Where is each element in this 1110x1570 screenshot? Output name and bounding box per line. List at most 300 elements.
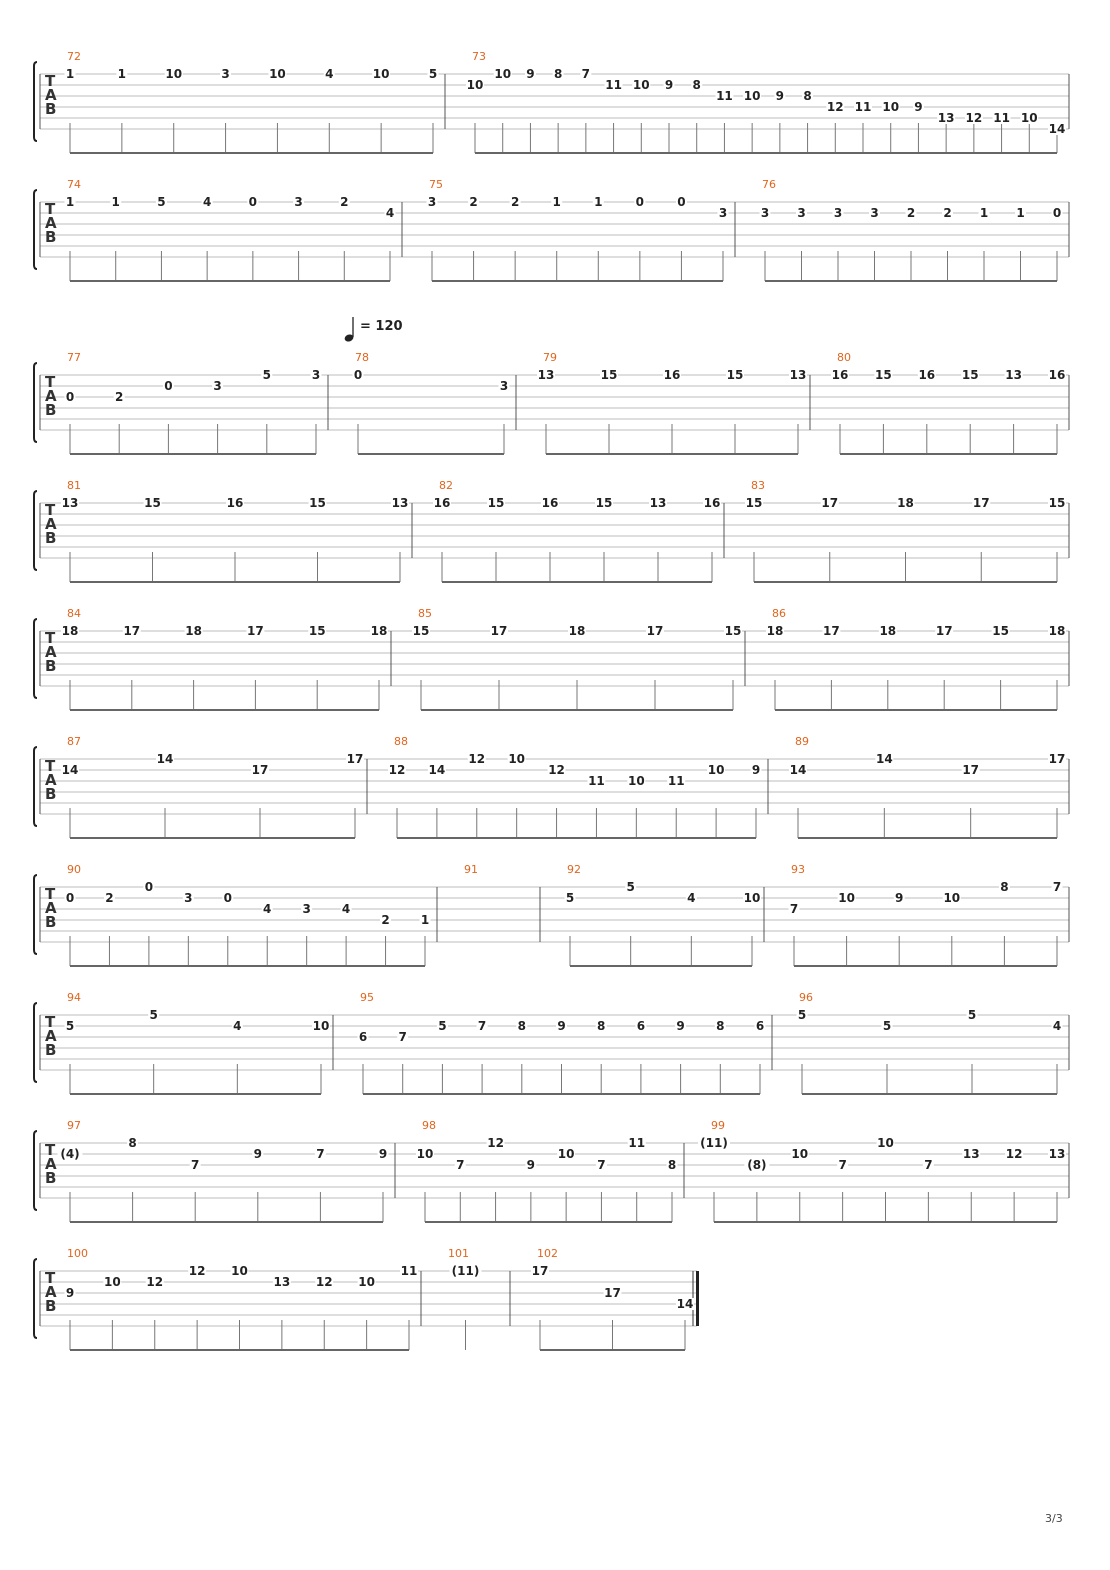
fret-number: 10 [466, 78, 484, 92]
bar-91 [464, 863, 478, 876]
fret-number: 7 [838, 1158, 847, 1172]
fret-number: 10 [882, 100, 900, 114]
fret-number: 16 [541, 496, 559, 510]
fret-number: 7 [924, 1158, 933, 1172]
bar-number: 78 [355, 351, 369, 364]
fret-number: 15 [726, 368, 744, 382]
fret-number: 15 [144, 496, 161, 510]
fret-number: 7 [581, 67, 591, 81]
fret-number: 3 [427, 195, 437, 209]
tab-clef-letter: A [45, 771, 57, 789]
fret-number: 8 [803, 89, 812, 103]
tab-clef-letter: A [45, 643, 57, 661]
tab-clef-letter: A [45, 899, 57, 917]
bar-86 [766, 607, 1066, 710]
fret-number: 12 [826, 100, 844, 114]
fret-number: 12 [468, 752, 486, 766]
bar-number: 97 [67, 1119, 81, 1132]
fret-number: 18 [568, 624, 586, 638]
fret-number: 13 [1048, 1147, 1066, 1161]
fret-number: 15 [875, 368, 892, 382]
fret-number: 12 [388, 763, 406, 777]
tab-clef-letter: B [45, 1169, 57, 1187]
tab-clef-letter: T [45, 1141, 56, 1159]
tab-clef-letter: B [45, 913, 57, 931]
fret-number: 14 [676, 1297, 694, 1311]
fret-number: 10 [791, 1147, 809, 1161]
fret-number: 17 [935, 624, 953, 638]
tab-clef-letter: T [45, 1013, 56, 1031]
bar-number: 76 [762, 178, 776, 191]
fret-number: 13 [273, 1275, 291, 1289]
fret-number: 17 [531, 1264, 549, 1278]
fret-number: 5 [157, 195, 166, 209]
tab-clef-letter: A [45, 1283, 57, 1301]
bar-number: 73 [472, 50, 486, 63]
bar-number: 101 [448, 1247, 469, 1260]
fret-number: 15 [309, 496, 326, 510]
bar-77 [65, 351, 322, 454]
bar-85 [412, 607, 742, 710]
tab-clef-letter: B [45, 401, 57, 419]
fret-number: 10 [838, 891, 855, 905]
fret-number: 5 [882, 1019, 892, 1033]
fret-number: 17 [490, 624, 508, 638]
bar-number: 99 [711, 1119, 725, 1132]
fret-number: (4) [60, 1147, 80, 1161]
system-3 [34, 351, 1069, 454]
fret-number: 0 [353, 368, 363, 382]
fret-number: 15 [487, 496, 505, 510]
fret-number: 7 [597, 1158, 606, 1172]
fret-number: 13 [1005, 368, 1022, 382]
fret-number: 1 [111, 195, 120, 209]
bar-76 [760, 178, 1063, 281]
bar-number: 93 [791, 863, 805, 876]
bar-78 [353, 351, 510, 454]
fret-number: 18 [185, 624, 202, 638]
bar-82 [433, 479, 721, 582]
tab-clef-letter: T [45, 1269, 56, 1287]
fret-number: (11) [451, 1264, 480, 1278]
fret-number: 15 [600, 368, 618, 382]
fret-number: 10 [627, 774, 645, 788]
fret-number: 0 [223, 891, 232, 905]
fret-number: 17 [247, 624, 264, 638]
fret-number: 5 [797, 1008, 807, 1022]
fret-number: 9 [751, 763, 761, 777]
bar-90 [65, 863, 431, 966]
fret-number: 11 [605, 78, 622, 92]
fret-number: 0 [635, 195, 645, 209]
fret-number: 11 [628, 1136, 646, 1150]
bar-75 [427, 178, 729, 281]
tab-clef-letter: A [45, 515, 57, 533]
system-8 [34, 991, 1069, 1094]
fret-number: 13 [537, 368, 555, 382]
bar-89 [789, 735, 1066, 838]
fret-number: 4 [385, 206, 395, 220]
fret-number: 5 [967, 1008, 977, 1022]
bar-number: 85 [418, 607, 432, 620]
fret-number: 14 [61, 763, 79, 777]
fret-number: 10 [494, 67, 512, 81]
fret-number: 6 [755, 1019, 765, 1033]
fret-number: 0 [144, 880, 154, 894]
tab-clef-letter: T [45, 757, 56, 775]
fret-number: 13 [61, 496, 79, 510]
fret-number: 1 [117, 67, 127, 81]
fret-number: 11 [716, 89, 733, 103]
bar-number: 82 [439, 479, 453, 492]
bar-number: 81 [67, 479, 81, 492]
fret-number: 10 [943, 891, 961, 905]
fret-number: 0 [1052, 206, 1062, 220]
bar-number: 98 [422, 1119, 436, 1132]
fret-number: 1 [979, 206, 989, 220]
fret-number: 3 [311, 368, 321, 382]
fret-number: 9 [253, 1147, 262, 1161]
fret-number: 15 [992, 624, 1009, 638]
fret-number: 12 [965, 111, 983, 125]
fret-number: 12 [146, 1275, 164, 1289]
bar-72 [65, 50, 439, 153]
fret-number: 15 [724, 624, 742, 638]
tab-clef-letter: T [45, 200, 56, 218]
fret-number: 8 [692, 78, 701, 92]
bar-number: 84 [67, 607, 81, 620]
fret-number: 10 [416, 1147, 434, 1161]
tab-clef-letter: T [45, 501, 56, 519]
bar-number: 91 [464, 863, 478, 876]
bar-100 [65, 1247, 419, 1350]
bar-number: 92 [567, 863, 581, 876]
fret-number: 5 [262, 368, 271, 382]
fret-number: 17 [1048, 752, 1066, 766]
tab-clef-letter: A [45, 1027, 57, 1045]
fret-number: 17 [251, 763, 269, 777]
fret-number: 15 [595, 496, 613, 510]
system-bracket [34, 1131, 37, 1210]
fret-number: 12 [188, 1264, 206, 1278]
fret-number: 14 [875, 752, 893, 766]
bar-102 [531, 1247, 694, 1350]
bar-84 [61, 607, 388, 710]
fret-number: 3 [184, 891, 193, 905]
fret-number: 15 [1048, 496, 1066, 510]
system-bracket [34, 190, 37, 269]
fret-number: 8 [716, 1019, 725, 1033]
fret-number: 14 [156, 752, 174, 766]
fret-number: 4 [1052, 1019, 1062, 1033]
fret-number: 10 [508, 752, 526, 766]
bar-number: 94 [67, 991, 81, 1004]
tab-clef-letter: A [45, 86, 57, 104]
fret-number: 17 [604, 1286, 621, 1300]
fret-number: (8) [747, 1158, 767, 1172]
fret-number: 4 [233, 1019, 242, 1033]
fret-number: 9 [378, 1147, 388, 1161]
fret-number: 2 [906, 206, 916, 220]
fret-number: 0 [65, 390, 75, 404]
bar-93 [789, 863, 1063, 966]
fret-number: 16 [1048, 368, 1066, 382]
bar-92 [565, 863, 762, 966]
fret-number: 0 [248, 195, 258, 209]
fret-number: 10 [358, 1275, 375, 1289]
bar-number: 95 [360, 991, 374, 1004]
page-number: 3/3 [1045, 1512, 1063, 1525]
tab-clef-letter: T [45, 72, 56, 90]
bar-number: 88 [394, 735, 408, 748]
fret-number: 0 [164, 379, 173, 393]
fret-number: 15 [745, 496, 763, 510]
fret-number: 9 [914, 100, 923, 114]
bar-98 [416, 1119, 678, 1222]
bar-number: 79 [543, 351, 557, 364]
fret-number: 7 [316, 1147, 325, 1161]
tab-clef-letter: T [45, 373, 56, 391]
bar-number: 89 [795, 735, 809, 748]
tab-clef-letter: A [45, 214, 57, 232]
bar-96 [797, 991, 1063, 1094]
fret-number: 7 [1052, 880, 1062, 894]
fret-number: 3 [760, 206, 770, 220]
fret-number: 10 [557, 1147, 575, 1161]
fret-number: 14 [428, 763, 446, 777]
fret-number: 17 [346, 752, 364, 766]
fret-number: 1 [594, 195, 603, 209]
fret-number: 7 [477, 1019, 487, 1033]
fret-number: 10 [632, 78, 650, 92]
fret-number: 12 [487, 1136, 504, 1150]
fret-number: 16 [663, 368, 681, 382]
fret-number: 9 [526, 1158, 536, 1172]
tab-clef-letter: B [45, 1297, 57, 1315]
fret-number: 3 [833, 206, 843, 220]
fret-number: 1 [1016, 206, 1025, 220]
fret-number: 4 [263, 902, 272, 916]
fret-number: 16 [226, 496, 244, 510]
fret-number: 4 [325, 67, 334, 81]
fret-number: 3 [302, 902, 311, 916]
fret-number: 3 [718, 206, 728, 220]
fret-number: 12 [548, 763, 565, 777]
fret-number: 15 [961, 368, 979, 382]
fret-number: 2 [943, 206, 952, 220]
tab-clef-letter: B [45, 529, 57, 547]
fret-number: 6 [358, 1030, 368, 1044]
fret-number: 3 [797, 206, 806, 220]
fret-number: 10 [312, 1019, 330, 1033]
bar-88 [388, 735, 762, 838]
system-bracket [34, 747, 37, 826]
bar-73 [466, 50, 1066, 153]
fret-number: 7 [191, 1158, 200, 1172]
fret-number: 1 [65, 67, 75, 81]
fret-number: 10 [743, 89, 761, 103]
bar-number: 102 [537, 1247, 558, 1260]
fret-number: 5 [565, 891, 575, 905]
tab-clef-letter: A [45, 387, 57, 405]
fret-number: 5 [626, 880, 635, 894]
fret-number: 0 [65, 891, 75, 905]
bar-number: 96 [799, 991, 813, 1004]
fret-number: 4 [202, 195, 212, 209]
fret-number: 16 [831, 368, 849, 382]
fret-number: 9 [775, 89, 785, 103]
system-bracket [34, 363, 37, 442]
fret-number: 5 [438, 1019, 447, 1033]
bar-number: 75 [429, 178, 443, 191]
tab-clef-letter: T [45, 629, 56, 647]
fret-number: 7 [789, 902, 799, 916]
fret-number: 8 [553, 67, 563, 81]
fret-number: 17 [962, 763, 980, 777]
fret-number: 7 [398, 1030, 407, 1044]
bar-95 [358, 991, 766, 1094]
systems-layer [34, 50, 1069, 1350]
fret-number: 9 [895, 891, 904, 905]
fret-number: 10 [165, 67, 183, 81]
system-bracket [34, 62, 37, 141]
fret-number: 8 [1000, 880, 1009, 894]
fret-number: 14 [789, 763, 807, 777]
tab-clef-letter: B [45, 785, 57, 803]
fret-number: 5 [428, 67, 438, 81]
fret-number: 17 [972, 496, 990, 510]
system-bracket [34, 875, 37, 954]
bar-81 [61, 479, 409, 582]
fret-number: 17 [821, 496, 839, 510]
bar-101 [448, 1247, 482, 1350]
system-1 [34, 50, 1069, 153]
fret-number: 10 [231, 1264, 248, 1278]
bar-99 [698, 1119, 1066, 1222]
bar-number: 87 [67, 735, 81, 748]
tempo-marking [344, 317, 403, 343]
fret-number: 13 [937, 111, 955, 125]
fret-number: 14 [1048, 122, 1066, 136]
bar-79 [537, 351, 807, 454]
fret-number: 18 [879, 624, 897, 638]
quarter-note-icon [344, 317, 355, 343]
bar-number: 77 [67, 351, 81, 364]
fret-number: 2 [510, 195, 520, 209]
fret-number: 12 [1005, 1147, 1023, 1161]
fret-number: 16 [703, 496, 721, 510]
fret-number: 2 [469, 195, 478, 209]
fret-number: 15 [308, 624, 326, 638]
fret-number: 18 [1048, 624, 1066, 638]
fret-number: 4 [687, 891, 696, 905]
fret-number: 3 [213, 379, 222, 393]
fret-number: 3 [221, 67, 230, 81]
tab-clef-letter: T [45, 885, 56, 903]
fret-number: 2 [340, 195, 349, 209]
bar-number: 90 [67, 863, 81, 876]
fret-number: 9 [676, 1019, 685, 1033]
bar-number: 72 [67, 50, 81, 63]
fret-number: 16 [918, 368, 936, 382]
fret-number: 11 [400, 1264, 418, 1278]
fret-number: 3 [294, 195, 303, 209]
bar-number: 100 [67, 1247, 88, 1260]
fret-number: 10 [707, 763, 725, 777]
fret-number: 1 [420, 913, 430, 927]
fret-number: 8 [597, 1019, 606, 1033]
fret-number: 11 [667, 774, 685, 788]
fret-number: 9 [526, 67, 535, 81]
bar-97 [58, 1119, 389, 1222]
fret-number: 13 [962, 1147, 980, 1161]
fret-number: 11 [993, 111, 1010, 125]
fret-number: 7 [456, 1158, 465, 1172]
bar-number: 83 [751, 479, 765, 492]
system-5 [34, 607, 1069, 710]
bar-87 [61, 735, 364, 838]
fret-number: 13 [789, 368, 807, 382]
tab-clef-letter: B [45, 657, 57, 675]
system-bracket [34, 619, 37, 698]
fret-number: 3 [870, 206, 879, 220]
fret-number: 2 [105, 891, 114, 905]
bar-83 [745, 479, 1066, 582]
fret-number: 12 [315, 1275, 333, 1289]
tab-clef-letter: B [45, 1041, 57, 1059]
fret-number: 3 [499, 379, 509, 393]
system-2 [34, 178, 1069, 281]
system-bracket [34, 1003, 37, 1082]
fret-number: (11) [700, 1136, 728, 1150]
fret-number: 18 [766, 624, 784, 638]
fret-number: 13 [391, 496, 409, 510]
system-bracket [34, 491, 37, 570]
system-bracket [34, 1259, 37, 1338]
fret-number: 10 [269, 67, 286, 81]
fret-number: 8 [517, 1019, 526, 1033]
bar-74 [65, 178, 396, 281]
fret-number: 11 [854, 100, 872, 114]
fret-number: 9 [664, 78, 674, 92]
fret-number: 5 [149, 1008, 158, 1022]
bar-80 [831, 351, 1066, 454]
fret-number: 10 [877, 1136, 894, 1150]
final-bar-thick [696, 1271, 699, 1326]
system-7 [34, 863, 1069, 966]
fret-number: 17 [823, 624, 840, 638]
fret-number: 10 [372, 67, 390, 81]
bar-number: 74 [67, 178, 81, 191]
fret-number: 18 [61, 624, 79, 638]
fret-number: 17 [123, 624, 141, 638]
fret-number: 10 [1020, 111, 1038, 125]
fret-number: 0 [677, 195, 686, 209]
tab-clef-letter: A [45, 1155, 57, 1173]
fret-number: 11 [588, 774, 605, 788]
fret-number: 1 [552, 195, 561, 209]
bar-number: 86 [772, 607, 786, 620]
system-4 [34, 479, 1069, 582]
fret-number: 5 [65, 1019, 75, 1033]
fret-number: 15 [412, 624, 430, 638]
fret-number: 10 [743, 891, 761, 905]
fret-number: 1 [65, 195, 75, 209]
fret-number: 13 [649, 496, 667, 510]
tempo-value: = 120 [360, 319, 403, 334]
fret-number: 17 [646, 624, 664, 638]
fret-number: 18 [897, 496, 914, 510]
